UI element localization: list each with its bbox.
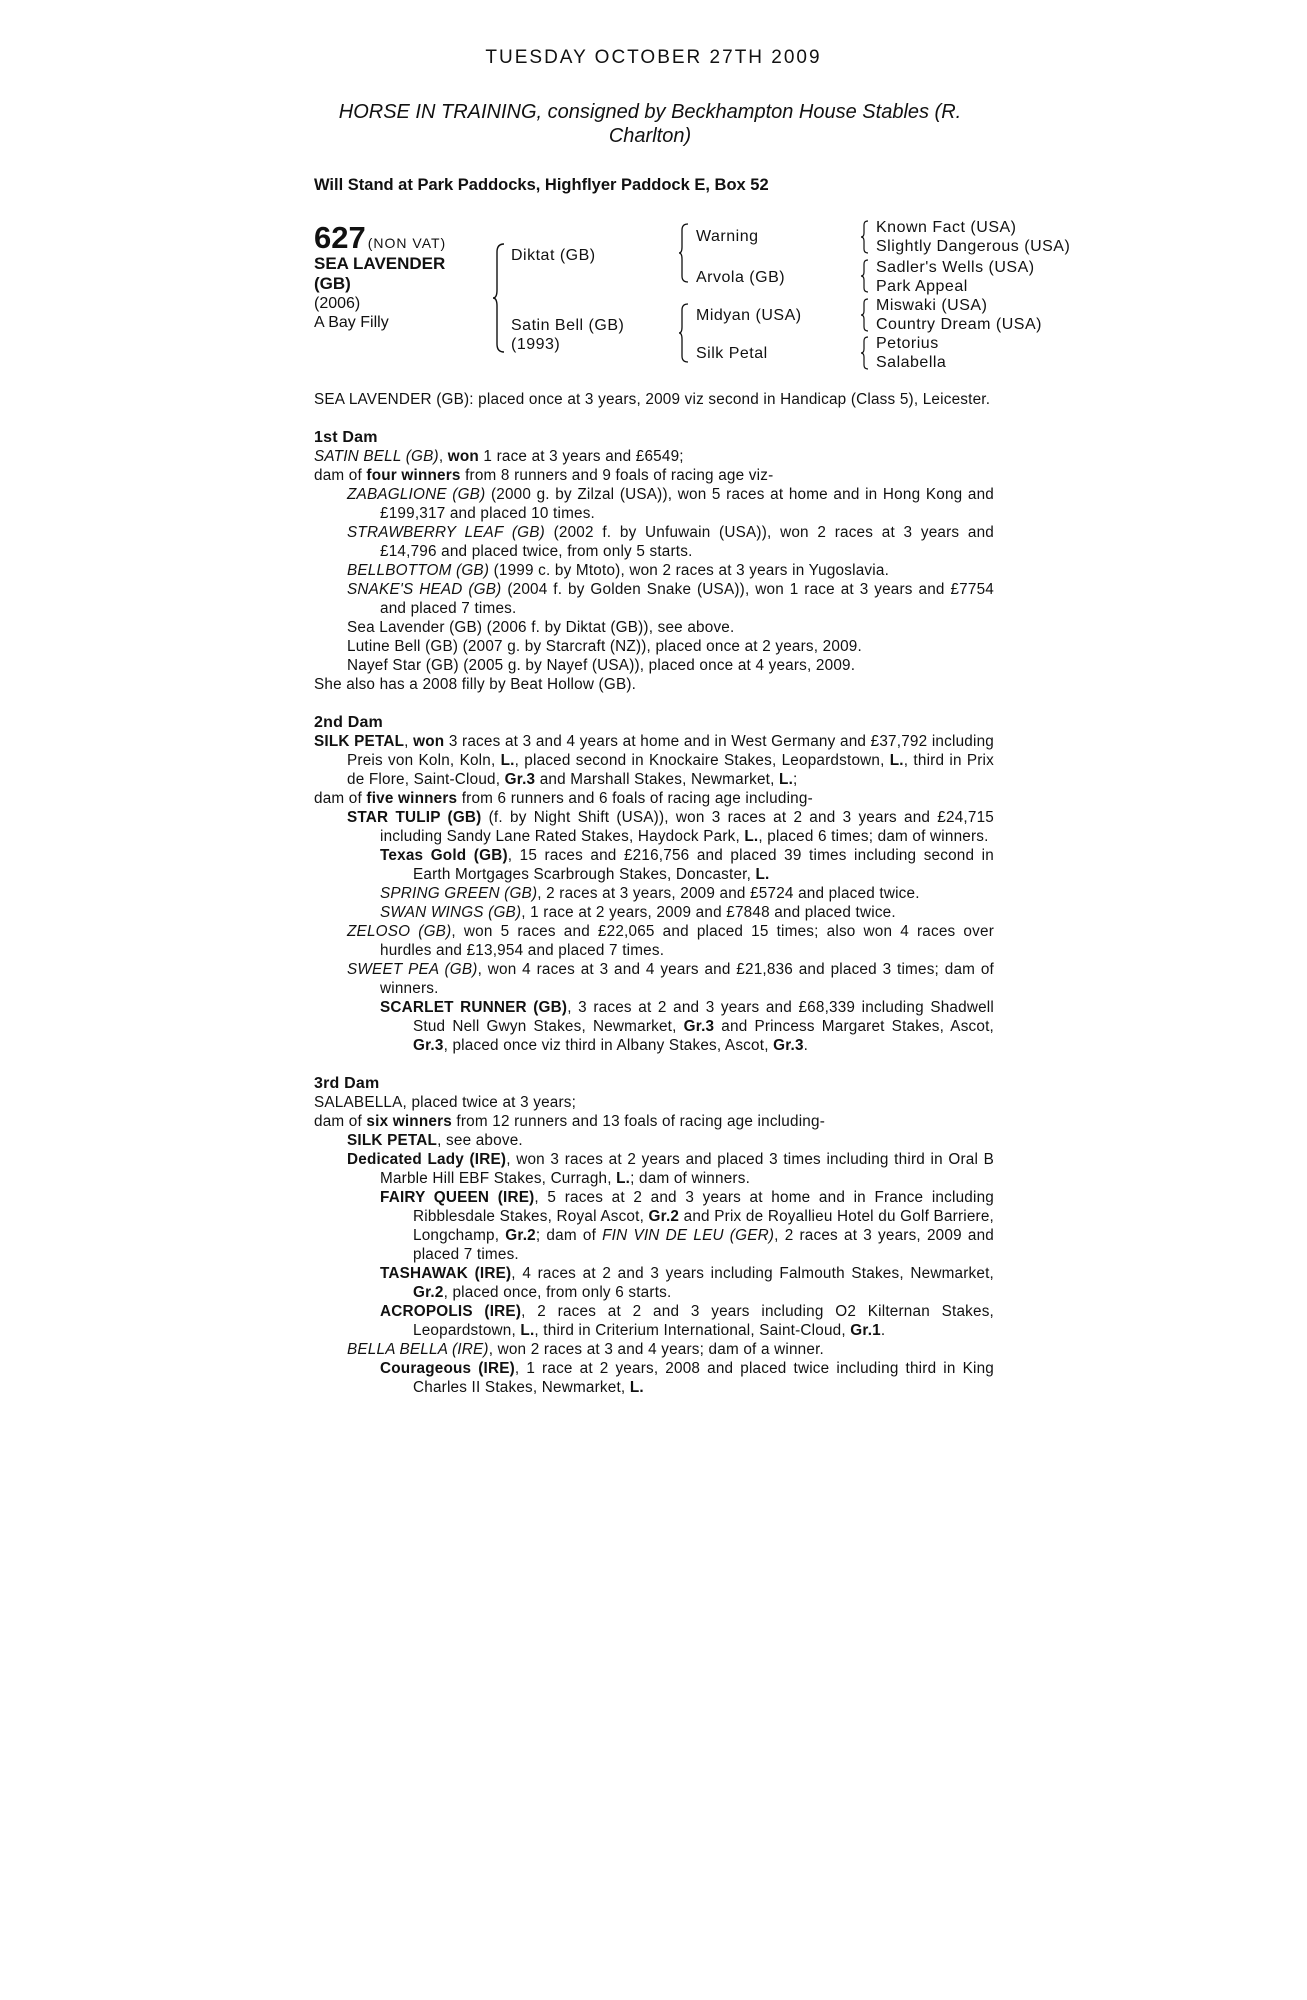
second-dam-record: SILK PETAL, won 3 races at 3 and 4 years at home and in West Germany and £37,792 including Preis von Koln, Koln, L., placed second in Knockaire Stakes, Leopardstown, L., third in Prix de Flore, Saint-Cloud, Gr.3 and Marshall Stakes, Newmarket, L.;: [314, 733, 995, 788]
progeny-entry: [314, 960, 994, 998]
first-dam-name: SATIN BELL (GB): [314, 448, 439, 465]
progeny-name: SWEET PEA (GB): [347, 961, 478, 978]
progeny-entry: Lutine Bell (GB) (2007 g. by Starcraft (NZ)), placed once at 2 years, 2009.: [347, 638, 862, 655]
first-dam-record-text: 1 race at 3 years and £6549;: [483, 448, 684, 465]
third-dam-name: SALABELLA, placed twice at 3 years;: [314, 1094, 577, 1111]
dam-of-label: dam of: [314, 467, 362, 484]
pedigree-g2: Slightly Dangerous (USA): [876, 238, 1071, 255]
progeny-text: and Prix de Royallieu Hotel du Golf Barriere, Longchamp,: [413, 1208, 994, 1244]
lot-number: 627: [314, 220, 366, 255]
progeny-name: Texas Gold (GB): [380, 847, 508, 864]
listed-label: L.: [755, 866, 770, 883]
progeny-name: SILK PETAL: [347, 1132, 438, 1149]
progeny-text: , 1 race at 2 years, 2009 and £7848 and placed twice.: [521, 904, 896, 921]
progeny-entry: ACROPOLIS (IRE), 2 races at 2 and 3 years including O2 Kilternan Stakes, Leopardstown, L., third in Criterium International, Saint-Cloud, Gr.1.: [380, 1303, 995, 1339]
progeny-text: , 15 races and £216,756 and placed 39 times including second in Earth Mortgages Scarbrough Stakes, Doncaster,: [413, 847, 994, 883]
lot-block: [314, 222, 494, 332]
pedigree-brace-sire: [678, 222, 690, 284]
progeny-text: , placed 6 times; dam of winners.: [758, 828, 989, 845]
progeny-text: , won 5 races and £22,065 and placed 15 times; also won 4 races over hurdles and £13,954 and placed 7 times.: [380, 923, 994, 959]
progeny-text: , placed once viz third in Albany Stakes, Ascot,: [443, 1037, 769, 1054]
winners-count: five winners: [366, 790, 458, 807]
pedigree-g5: Miswaki (USA): [876, 297, 988, 314]
progeny-entry: [314, 561, 994, 580]
progeny-name: FIN VIN DE LEU (GER): [602, 1227, 775, 1244]
produce-text: from 6 runners and 6 foals of racing age including-: [461, 790, 813, 807]
listed-label: L.: [520, 1322, 535, 1339]
listed-label: L.: [629, 1379, 644, 1396]
dam-of-label: dam of: [314, 790, 362, 807]
second-dam-produce: [314, 789, 994, 808]
pedigree-g6: Country Dream (USA): [876, 316, 1042, 333]
group-label: Gr.3: [683, 1018, 715, 1035]
group-label: Gr.3: [773, 1037, 804, 1054]
race-summary: SEA LAVENDER (GB): placed once at 3 years, 2009 viz second in Handicap (Class 5), Leicester.: [314, 391, 991, 408]
pedigree-sire: Diktat (GB): [511, 247, 596, 264]
progeny-text: ; dam of: [535, 1227, 597, 1244]
progeny-entry: [314, 1188, 994, 1264]
pedigree-sire-dam: Arvola (GB): [696, 269, 786, 286]
lot-number-line: [314, 222, 494, 254]
progeny-entry: [314, 922, 994, 960]
catalogue-body: [314, 390, 994, 1397]
group-label: Gr.1: [850, 1322, 881, 1339]
progeny-text: (2004 f. by Golden Snake (USA)), won 1 race at 3 years and £7754 and placed 7 times.: [380, 581, 994, 617]
horse-name: SEA LAVENDER (GB): [314, 254, 446, 293]
group-label: Gr.2: [413, 1284, 444, 1301]
progeny-text: , 2 races at 2 and 3 years including O2 Kilternan Stakes, Leopardstown,: [413, 1303, 995, 1339]
progeny-entry: [314, 1359, 994, 1397]
produce-text: from 8 runners and 9 foals of racing age viz-: [465, 467, 774, 484]
group-label: Gr.2: [648, 1208, 680, 1225]
progeny-text: and Princess Margaret Stakes, Ascot,: [721, 1018, 995, 1035]
lot-heading: HORSE IN TRAINING, consigned by Beckhampton House Stables (R. Charlton): [338, 101, 962, 147]
third-dam-heading: 3rd Dam: [314, 1075, 380, 1092]
progeny-entry: SCARLET RUNNER (GB), 3 races at 2 and 3 years and £68,339 including Shadwell Stud Nell Gwyn Stakes, Newmarket, Gr.3 and Princess Margaret Stakes, Ascot, Gr.3, placed once viz third in Albany Stakes, Ascot, Gr.3.: [380, 999, 995, 1054]
progeny-entry: [314, 903, 994, 922]
listed-label: L.: [500, 752, 515, 769]
pedigree-sire-sire: Warning: [696, 228, 759, 245]
progeny-entry: [314, 523, 994, 561]
vat-status: (NON VAT): [367, 235, 447, 251]
record-text: , placed second in Knockaire Stakes, Leopardstown,: [514, 752, 885, 769]
progeny-text: , won 3 races at 2 years and placed 3 times including third in Oral B Marble Hill EBF Stakes, Curragh,: [380, 1151, 995, 1187]
record-text: 3 races at 3 and 4 years at home and in West Germany and £37,792 including Preis von Koln, Koln,: [347, 733, 994, 769]
progeny-entry: [314, 808, 994, 846]
progeny-text: (2000 g. by Zilzal (USA)), won 5 races at home and in Hong Kong and £199,317 and placed 10 times.: [380, 486, 995, 522]
pedigree-g7: Petorius: [876, 335, 939, 352]
progeny-text: , won 4 races at 3 and 4 years and £21,836 and placed 3 times; dam of winners.: [380, 961, 994, 997]
pedigree-brace-g4: [860, 335, 870, 371]
listed-label: L.: [889, 752, 904, 769]
progeny-name: STRAWBERRY LEAF (GB): [347, 524, 545, 541]
second-dam-name: SILK PETAL: [314, 733, 405, 750]
produce-text: from 12 runners and 13 foals of racing age including-: [456, 1113, 825, 1130]
progeny-name: ACROPOLIS (IRE): [380, 1303, 522, 1320]
progeny-text: , see above.: [437, 1132, 523, 1149]
pedigree-g8: Salabella: [876, 354, 947, 371]
progeny-text: , 1 race at 2 years, 2008 and placed twice including third in King Charles II Stakes, Newmarket,: [413, 1360, 994, 1396]
progeny-text: ; dam of winners.: [630, 1170, 751, 1187]
listed-label: L.: [616, 1170, 631, 1187]
progeny-name: BELLA BELLA (IRE): [347, 1341, 489, 1358]
progeny-name: BELLBOTTOM (GB): [347, 562, 490, 579]
progeny-name: SCARLET RUNNER (GB): [380, 999, 568, 1016]
pedigree-g3: Sadler's Wells (USA): [876, 259, 1035, 276]
sale-date: TUESDAY OCTOBER 27TH 2009: [485, 47, 822, 68]
progeny-entry: [314, 485, 994, 523]
pedigree-dam: Satin Bell (GB): [511, 317, 625, 334]
progeny-text: , 3 races at 2 and 3 years and £68,339 including Shadwell Stud Nell Gwyn Stakes, Newmarket,: [413, 999, 994, 1035]
listed-label: L.: [779, 771, 794, 788]
progeny-entry: [314, 1131, 994, 1150]
horse-description: A Bay Filly: [314, 314, 389, 331]
progeny-entry: [314, 846, 994, 884]
progeny-name: Courageous (IRE): [380, 1360, 515, 1377]
winners-count: four winners: [366, 467, 461, 484]
progeny-name: ZABAGLIONE (GB): [347, 486, 486, 503]
progeny-text: (f. by Night Shift (USA)), won 3 races at 2 and 3 years and £24,715 including Sandy Lane Rated Stakes, Haydock Park,: [380, 809, 994, 845]
listed-label: L.: [744, 828, 759, 845]
progeny-text: , 5 races at 2 and 3 years at home and in France including Ribblesdale Stakes, Royal Ascot,: [413, 1189, 994, 1225]
winners-count: six winners: [366, 1113, 452, 1130]
won-label: won: [447, 448, 479, 465]
pedigree-brace-dam: [678, 302, 690, 364]
first-dam-heading: 1st Dam: [314, 429, 378, 446]
progeny-name: SWAN WINGS (GB): [380, 904, 522, 921]
progeny-name: SPRING GREEN (GB): [380, 885, 538, 902]
group-label: Gr.3: [413, 1037, 444, 1054]
first-dam-also: She also has a 2008 filly by Beat Hollow (GB).: [314, 676, 637, 693]
horse-year: (2006): [314, 295, 361, 312]
pedigree-dam-sire: Midyan (USA): [696, 307, 802, 324]
pedigree-dam-year: (1993): [511, 336, 561, 353]
pedigree-brace-g2: [860, 258, 870, 294]
stand-info: Will Stand at Park Paddocks, Highflyer Paddock E, Box 52: [314, 176, 769, 194]
progeny-text: , 2 races at 3 years, 2009 and £5724 and placed twice.: [537, 885, 920, 902]
progeny-entry: [314, 1264, 994, 1302]
progeny-name: SNAKE'S HEAD (GB): [347, 581, 502, 598]
record-text: ;: [793, 771, 798, 788]
first-dam-record: SATIN BELL (GB), won 1 race at 3 years and £6549;: [314, 448, 684, 465]
pedigree-brace-g1: [860, 219, 870, 255]
progeny-text: , 2 races at 3 years, 2009 and placed 7 times.: [413, 1227, 995, 1263]
group-label: Gr.3: [504, 771, 536, 788]
dam-of-label: dam of: [314, 1113, 362, 1130]
group-label: Gr.2: [505, 1227, 536, 1244]
progeny-name: STAR TULIP (GB): [347, 809, 482, 826]
progeny-text: , won 2 races at 3 and 4 years; dam of a winner.: [488, 1341, 824, 1358]
first-dam-produce: [314, 466, 994, 485]
progeny-text: , 4 races at 2 and 3 years including Falmouth Stakes, Newmarket,: [511, 1265, 994, 1282]
progeny-name: TASHAWAK (IRE): [380, 1265, 512, 1282]
pedigree-g1: Known Fact (USA): [876, 219, 1017, 236]
progeny-text: , placed once, from only 6 starts.: [443, 1284, 672, 1301]
progeny-text: (1999 c. by Mtoto), won 2 races at 3 years in Yugoslavia.: [493, 562, 890, 579]
progeny-name: FAIRY QUEEN (IRE): [380, 1189, 535, 1206]
third-dam-produce: [314, 1112, 994, 1131]
progeny-entry: [314, 580, 994, 618]
progeny-entry: [314, 884, 994, 903]
second-dam-heading: 2nd Dam: [314, 714, 383, 731]
progeny-entry: [314, 1150, 994, 1188]
record-text: and Marshall Stakes, Newmarket,: [539, 771, 775, 788]
progeny-text: (2002 f. by Unfuwain (USA)), won 2 races at 3 years and £14,796 and placed twice, from only 5 starts.: [380, 524, 995, 560]
progeny-text: , third in Criterium International, Saint-Cloud,: [534, 1322, 846, 1339]
pedigree-brace-parents: [492, 242, 506, 354]
progeny-name: Dedicated Lady (IRE): [347, 1151, 507, 1168]
progeny-name: ZELOSO (GB): [347, 923, 452, 940]
record-text: , third in Prix de Flore, Saint-Cloud,: [347, 752, 995, 788]
progeny-entry: Nayef Star (GB) (2005 g. by Nayef (USA)), placed once at 4 years, 2009.: [347, 657, 856, 674]
pedigree-g4: Park Appeal: [876, 278, 968, 295]
progeny-entry: [314, 1340, 994, 1359]
progeny-entry: Sea Lavender (GB) (2006 f. by Diktat (GB)), see above.: [347, 619, 735, 636]
pedigree-dam-dam: Silk Petal: [696, 345, 768, 362]
won-label: won: [413, 733, 445, 750]
pedigree-brace-g3: [860, 297, 870, 333]
